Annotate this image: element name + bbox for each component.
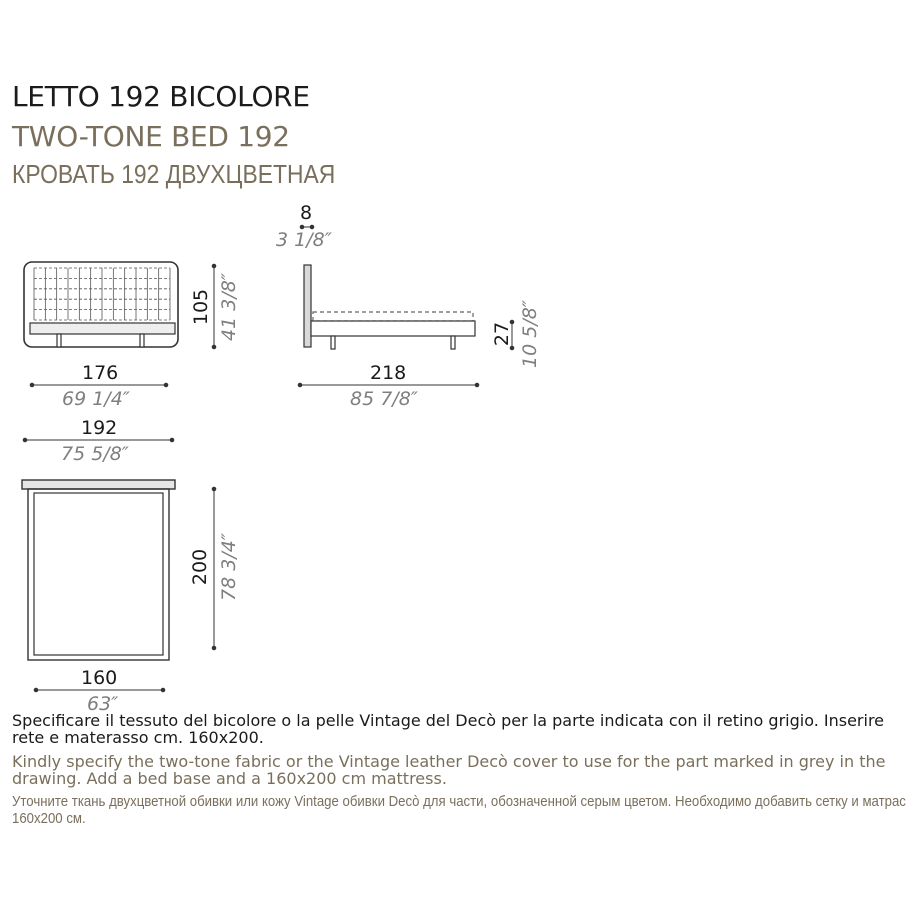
mattress-length-in: 78 3/4″ [218,533,240,601]
top-view-drawing [22,480,175,660]
headboard-thickness-cm: 8 [300,202,313,224]
mattress-width-cm: 160 [81,667,118,689]
front-width-in: 69 1/4″ [62,388,130,410]
note-english: Kindly specify the two-tone fabric or the Vintage leather Decò cover to use for the part marked in grey in the drawing. Add a bed base and a 160x200 cm mattress. [12,752,886,788]
side-view-drawing [304,265,475,349]
frame-height-in: 10 5/8″ [519,300,541,368]
note-russian: Уточните ткань двухцветной обивки или кожу Vintage обивки Decò для части, обозначенной серым цветом. Необходимо добавить сетку и матрас 160x200 см. [12,793,906,827]
title-russian: КРОВАТЬ 192 ДВУХЦВЕТНАЯ [12,159,336,189]
mattress-length-cm: 200 [189,548,211,586]
mattress-width-in: 63″ [87,693,119,715]
title-english: TWO-TONE BED 192 [12,120,290,153]
title-italian: LETTO 192 BICOLORE [12,80,310,113]
overall-width-cm: 192 [81,417,118,439]
side-length-cm: 218 [370,362,407,384]
headboard-thickness-in: 3 1/8″ [276,229,332,251]
front-height-cm: 105 [190,288,212,326]
note-italian: Specificare il tessuto del bicolore o la pelle Vintage del Decò per la parte indicata con il retino grigio. Inserire rete e materasso cm. 160x200. [12,711,885,747]
frame-height-cm: 27 [491,321,513,347]
front-view-drawing [24,262,178,347]
front-width-cm: 176 [82,362,119,384]
front-height-in: 41 3/8″ [218,273,240,341]
side-length-in: 85 7/8″ [350,388,418,410]
overall-width-in: 75 5/8″ [61,443,129,465]
